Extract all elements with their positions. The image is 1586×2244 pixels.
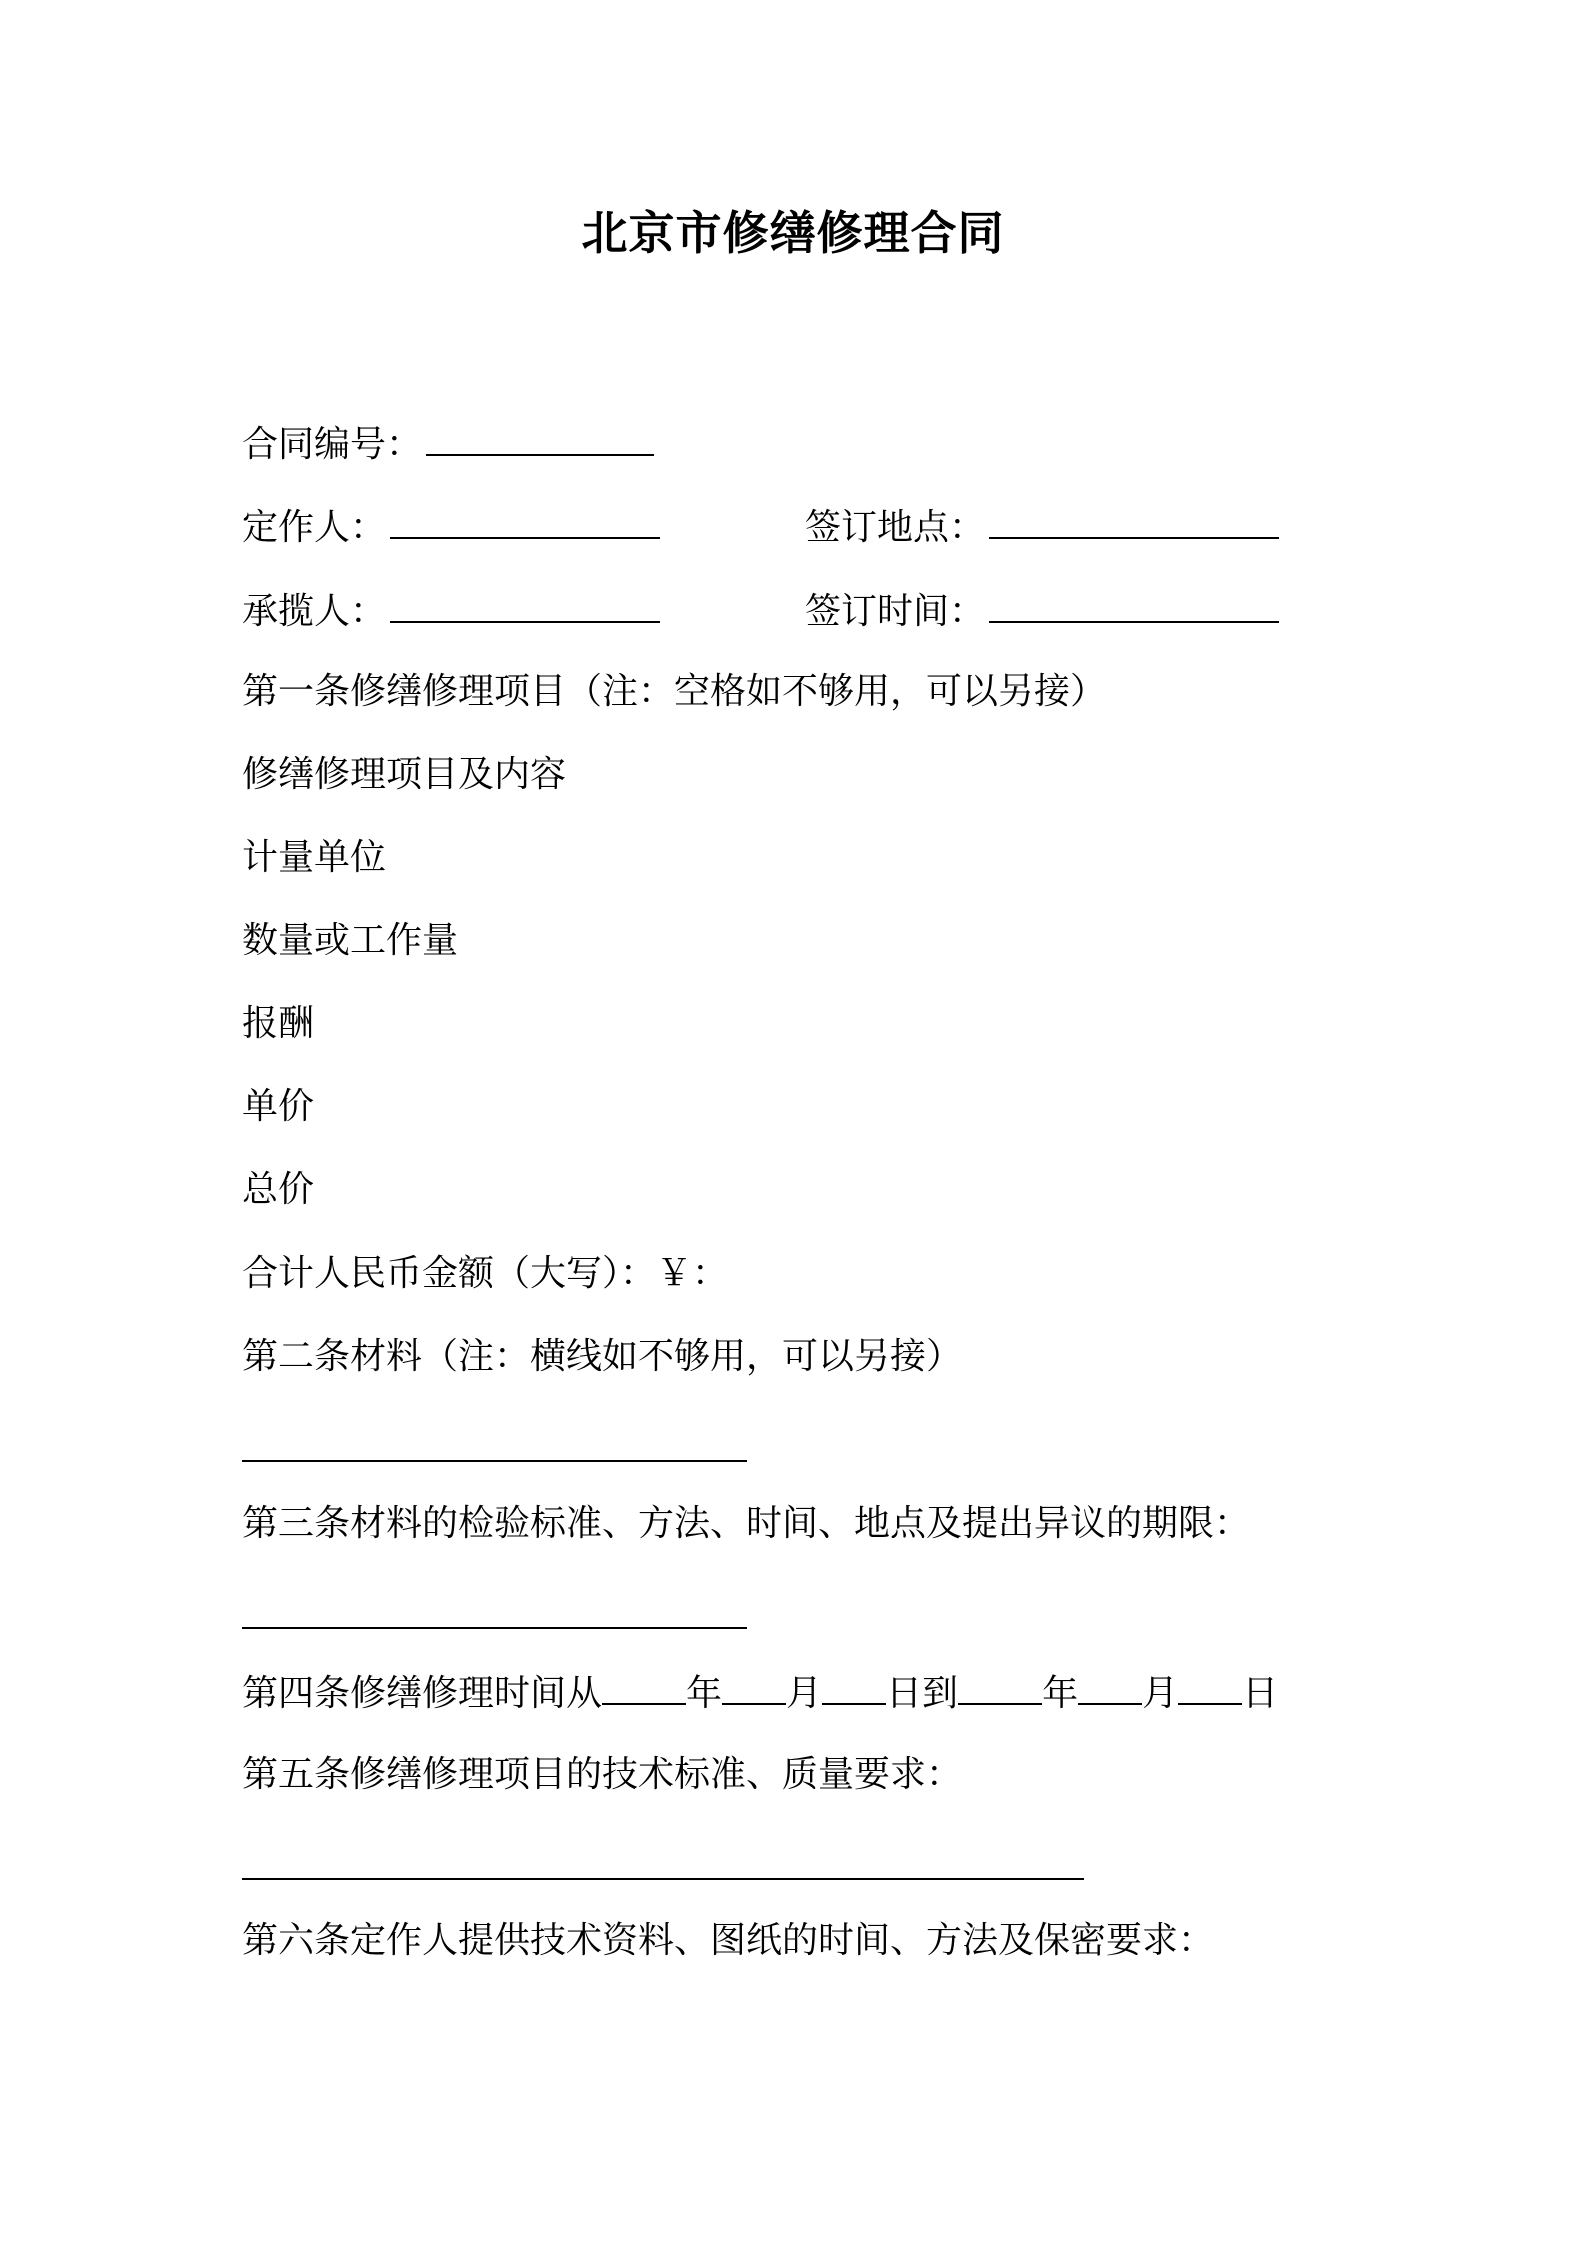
article-5-blank-line bbox=[242, 1878, 1084, 1880]
article-1: 第一条修缮修理项目（注：空格如不够用，可以另接） bbox=[242, 671, 1107, 712]
orderer-label: 定作人： bbox=[242, 507, 387, 548]
article-4-prefix: 第四条修缮修理时间从 bbox=[242, 1673, 603, 1714]
from-year-label: 年 bbox=[686, 1673, 723, 1714]
time-blank bbox=[989, 591, 1279, 623]
article-6: 第六条定作人提供技术资料、图纸的时间、方法及保密要求： bbox=[242, 1920, 1215, 1961]
item-project-content: 修缮修理项目及内容 bbox=[242, 754, 567, 795]
contractor-blank bbox=[390, 591, 660, 623]
document-title: 北京市修缮修理合同 bbox=[581, 206, 1005, 260]
to-day-blank bbox=[1178, 1673, 1242, 1705]
article-2: 第二条材料（注：横线如不够用，可以另接） bbox=[242, 1336, 963, 1377]
time-row bbox=[805, 591, 1279, 630]
item-unit-price: 单价 bbox=[242, 1086, 315, 1127]
article-3-blank-line bbox=[242, 1627, 747, 1629]
place-blank bbox=[989, 507, 1279, 539]
item-unit: 计量单位 bbox=[242, 837, 387, 878]
article-2-blank-line bbox=[242, 1460, 747, 1462]
to-year-blank bbox=[958, 1673, 1042, 1705]
to-day-label: 日 bbox=[1242, 1673, 1279, 1714]
orderer-blank bbox=[390, 507, 660, 539]
item-quantity: 数量或工作量 bbox=[242, 920, 459, 961]
to-year-label: 年 bbox=[1042, 1673, 1079, 1714]
contract-number-row bbox=[242, 424, 654, 463]
time-label: 签订时间： bbox=[805, 591, 986, 632]
article-4 bbox=[242, 1673, 1278, 1712]
contractor-label: 承揽人： bbox=[242, 591, 387, 632]
place-label: 签订地点： bbox=[805, 507, 986, 548]
article-3: 第三条材料的检验标准、方法、时间、地点及提出异议的期限： bbox=[242, 1503, 1251, 1544]
article-5: 第五条修缮修理项目的技术标准、质量要求： bbox=[242, 1754, 963, 1795]
contract-number-label: 合同编号： bbox=[242, 424, 423, 465]
item-remuneration: 报酬 bbox=[242, 1003, 315, 1044]
orderer-row bbox=[242, 507, 660, 546]
to-month-blank bbox=[1078, 1673, 1142, 1705]
from-month-label: 月 bbox=[786, 1673, 823, 1714]
day-to-label: 日到 bbox=[886, 1673, 959, 1714]
from-year-blank bbox=[602, 1673, 686, 1705]
contract-number-blank bbox=[426, 424, 654, 456]
from-month-blank bbox=[722, 1673, 786, 1705]
item-total-price: 总价 bbox=[242, 1169, 315, 1210]
to-month-label: 月 bbox=[1142, 1673, 1179, 1714]
place-row bbox=[805, 507, 1279, 546]
contractor-row bbox=[242, 591, 660, 630]
from-day-blank bbox=[822, 1673, 886, 1705]
total-amount: 合计人民币金额（大写）：￥： bbox=[242, 1253, 729, 1294]
